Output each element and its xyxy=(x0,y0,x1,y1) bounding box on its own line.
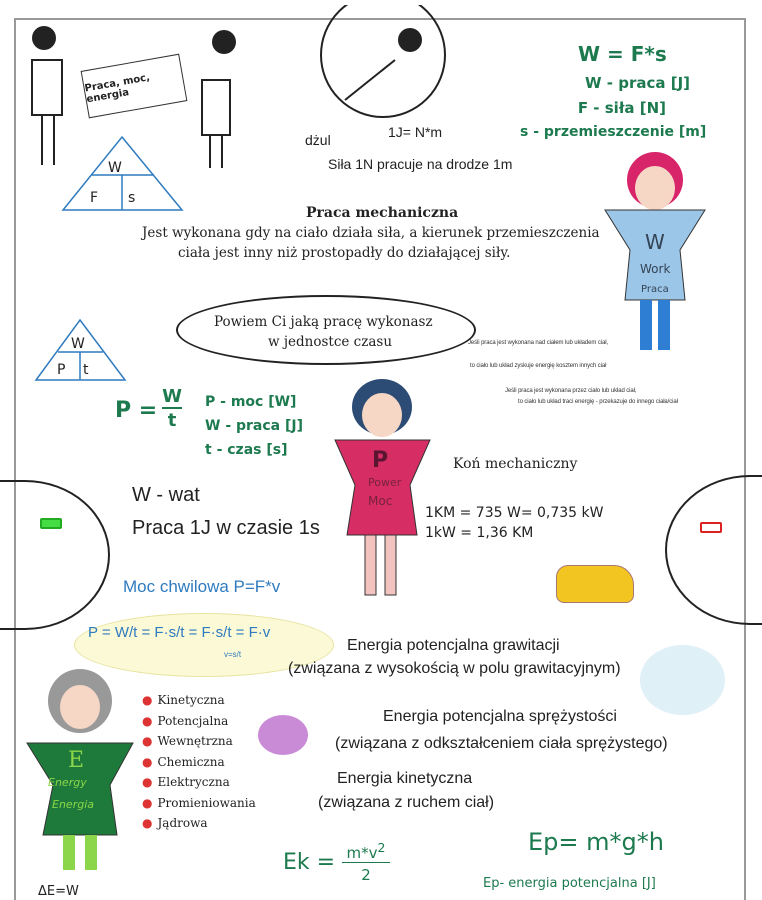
mechanical-work-line1: Jest wykonana gdy na ciało działa siła, a kierunek przemieszczenia xyxy=(142,225,600,241)
pin-icon: ● xyxy=(142,754,153,769)
work-legend-2: F - siła [N] xyxy=(577,99,666,117)
energy-figure-letter: E xyxy=(68,748,85,773)
pin-icon: ● xyxy=(142,713,153,728)
pin-icon: ● xyxy=(142,816,153,830)
ek-denominator: 2 xyxy=(361,866,371,884)
energy-type-item: ● Wewnętrzna xyxy=(142,734,233,748)
ep-formula: Ep= m*g*h xyxy=(528,828,664,856)
spring-toy-illustration xyxy=(258,715,308,755)
horsepower-title: Koń mechaniczny xyxy=(453,456,578,472)
work-legend-3: s - przemieszczenie [m] xyxy=(520,124,707,140)
sitting-figure-illustration xyxy=(315,5,455,120)
energy-type-item: ● Kinetyczna xyxy=(142,693,225,707)
title-sign: Praca, moc, energia xyxy=(81,54,188,119)
car-illustration xyxy=(556,565,634,603)
triangle-s: s xyxy=(128,190,136,206)
gravity-subtitle: (związana z wysokością w polu grawitacyjnym) xyxy=(288,660,621,677)
work-figure-letter: W xyxy=(645,230,665,254)
work-figure-en: Work xyxy=(640,262,671,276)
swing-illustration xyxy=(640,645,725,715)
horsepower-line1: 1KM = 735 W= 0,735 kW xyxy=(425,505,604,521)
work-triangle xyxy=(60,135,185,213)
triangle-f: F xyxy=(90,190,99,206)
pin-icon: ● xyxy=(142,775,153,789)
mechanical-work-title: Praca mechaniczna xyxy=(306,205,459,221)
joule-definition: 1J= N*m xyxy=(388,124,443,140)
work-formula: W = F*s xyxy=(578,42,667,66)
mechanical-work-line2: ciała jest inny niż prostopadły do działającej siły. xyxy=(178,245,511,261)
energy-types-list xyxy=(142,690,256,834)
energy-type-item: ● Potencjalna xyxy=(142,713,229,728)
elastic-title: Energia potencjalna sprężystości xyxy=(383,708,617,725)
energy-type-item: ● Elektryczna xyxy=(142,775,230,789)
power-formula-lhs: P = xyxy=(115,398,158,423)
work-legend-1: W - praca [J] xyxy=(585,74,690,92)
ek-numerator xyxy=(342,840,390,863)
joule-name: dżul xyxy=(305,132,331,148)
instant-power: Moc chwilowa P=F*v xyxy=(123,577,281,596)
power-figure-letter: P xyxy=(372,448,389,473)
ptriangle-w: W xyxy=(71,336,85,352)
note-4: to ciało lub układ traci energię - przekazuje do innego ciała/ciał xyxy=(518,399,678,405)
note-3: Jeśli praca jest wykonana przez ciało lub układ ciał, xyxy=(505,388,637,394)
power-legend-1: P - moc [W] xyxy=(205,394,297,410)
work-girl-figure xyxy=(600,150,710,360)
pin-icon: ● xyxy=(142,693,153,707)
battery-full-icon xyxy=(40,518,62,529)
pin-icon: ● xyxy=(142,734,153,748)
elastic-subtitle: (związana z odkształceniem ciała sprężystego) xyxy=(335,735,668,752)
note-2: to ciało lub układ zyskuje energię kosztem innych ciał xyxy=(470,363,607,369)
horsepower-line2: 1kW = 1,36 KM xyxy=(425,525,534,541)
ek-num-text: m*v xyxy=(346,844,378,862)
cloud-line2: w jednostce czasu xyxy=(268,334,393,350)
kinetic-title: Energia kinetyczna xyxy=(337,770,473,787)
gravity-title: Energia potencjalna grawitacji xyxy=(347,637,560,654)
ek-exponent: 2 xyxy=(377,840,386,855)
joule-description: Siła 1N pracuje na drodze 1m xyxy=(328,156,513,172)
delta-energy: ΔE=W xyxy=(38,884,79,899)
power-figure-en: Power xyxy=(368,476,402,489)
power-derivation: P = W/t = F·s/t = F·s/t = F·v xyxy=(88,624,271,641)
note-1: Jeśli praca jest wykonana nad ciałem lub układem ciał, xyxy=(468,340,609,346)
triangle-w: W xyxy=(108,160,122,176)
cloud-line1: Powiem Ci jaką pracę wykonasz xyxy=(214,314,433,330)
watt-line1: W - wat xyxy=(132,484,200,506)
ek-lhs: Ek = xyxy=(283,850,336,875)
energy-type-item: ● Jądrowa xyxy=(142,816,208,830)
energy-figure-pl: Energia xyxy=(52,798,94,811)
energy-figure-en: Energy xyxy=(48,776,87,789)
power-legend-3: t - czas [s] xyxy=(205,442,288,458)
thought-cloud xyxy=(176,295,476,365)
battery-low-icon xyxy=(700,522,722,533)
ep-description: Ep- energia potencjalna [J] xyxy=(483,876,656,891)
power-formula-den: t xyxy=(167,410,177,431)
work-figure-pl: Praca xyxy=(641,284,669,295)
power-legend-2: W - praca [J] xyxy=(205,418,303,434)
derivation-note: v=s/t xyxy=(224,650,242,659)
power-formula-num: W xyxy=(162,386,182,407)
energy-type-item: ● Chemiczna xyxy=(142,754,225,769)
energy-type-item: ● Promieniowania xyxy=(142,795,256,810)
pin-icon: ● xyxy=(142,795,153,810)
kinetic-subtitle: (związana z ruchem ciał) xyxy=(318,794,495,811)
power-figure-pl: Moc xyxy=(368,494,393,508)
ptriangle-p: P xyxy=(57,362,66,378)
watt-line2: Praca 1J w czasie 1s xyxy=(132,517,320,539)
ptriangle-t: t xyxy=(83,362,89,378)
